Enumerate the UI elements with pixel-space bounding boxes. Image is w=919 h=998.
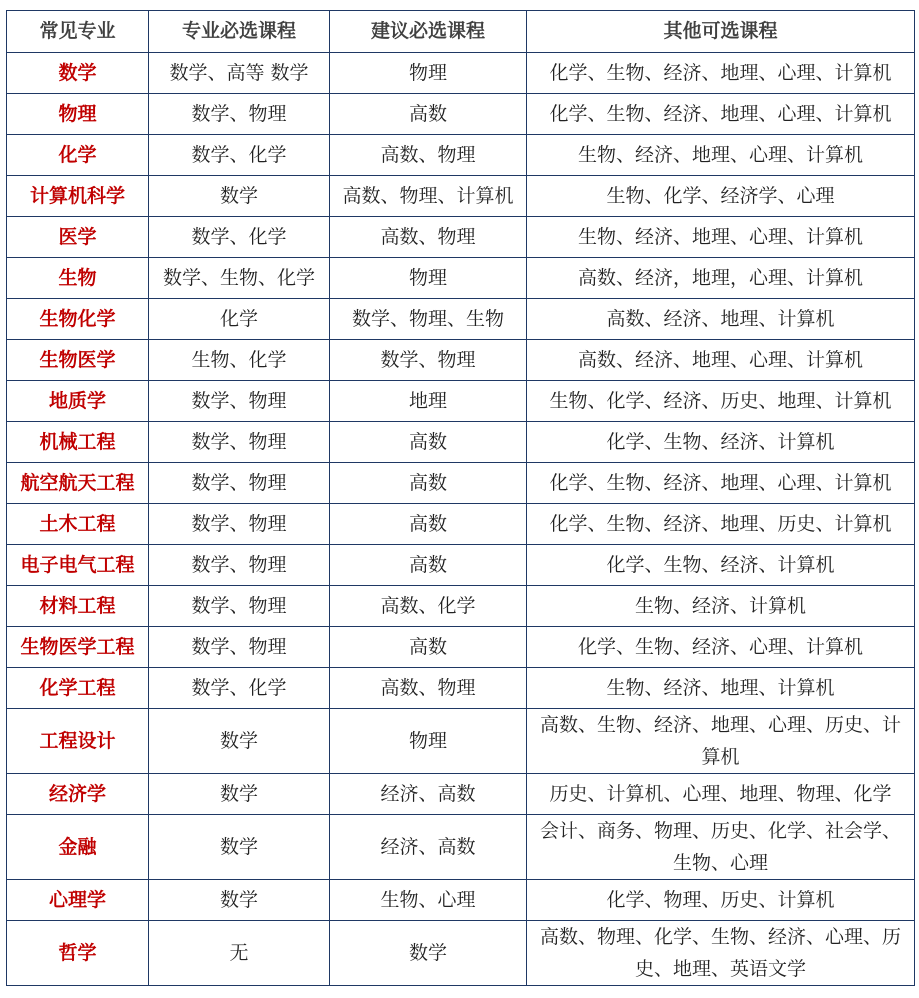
table-row	[7, 381, 915, 422]
optional-cell: 化学、生物、经济、心理、计算机	[527, 627, 915, 668]
major-cell: 电子电气工程	[7, 545, 149, 586]
major-cell: 生物医学	[7, 340, 149, 381]
recommended-cell: 物理	[330, 258, 527, 299]
required-cell: 数学	[149, 709, 330, 774]
major-cell: 数学	[7, 53, 149, 94]
table-row	[7, 627, 915, 668]
recommended-cell: 地理	[330, 381, 527, 422]
required-cell: 数学	[149, 774, 330, 815]
table-row	[7, 53, 915, 94]
table-row	[7, 545, 915, 586]
optional-cell: 化学、生物、经济、地理、心理、计算机	[527, 53, 915, 94]
major-cell: 化学	[7, 135, 149, 176]
major-cell: 生物医学工程	[7, 627, 149, 668]
header-optional: 其他可选课程	[527, 11, 915, 53]
recommended-cell: 物理	[330, 53, 527, 94]
table-row	[7, 880, 915, 921]
table-row	[7, 340, 915, 381]
optional-cell: 化学、生物、经济、计算机	[527, 545, 915, 586]
table-row	[7, 135, 915, 176]
major-cell: 物理	[7, 94, 149, 135]
optional-cell: 高数、物理、化学、生物、经济、心理、历史、地理、英语文学	[527, 921, 915, 986]
optional-cell: 化学、生物、经济、地理、心理、计算机	[527, 463, 915, 504]
optional-cell: 生物、经济、地理、计算机	[527, 668, 915, 709]
required-cell: 数学、物理	[149, 504, 330, 545]
recommended-cell: 高数	[330, 504, 527, 545]
optional-cell: 生物、化学、经济、历史、地理、计算机	[527, 381, 915, 422]
table-row	[7, 815, 915, 880]
table-row	[7, 921, 915, 986]
table-row	[7, 709, 915, 774]
required-cell: 数学	[149, 880, 330, 921]
header-recommended: 建议必选课程	[330, 11, 527, 53]
required-cell: 数学、物理	[149, 463, 330, 504]
optional-cell: 化学、生物、经济、地理、历史、计算机	[527, 504, 915, 545]
recommended-cell: 高数、物理	[330, 217, 527, 258]
required-cell: 化学	[149, 299, 330, 340]
optional-cell: 会计、商务、物理、历史、化学、社会学、生物、心理	[527, 815, 915, 880]
course-table	[6, 10, 915, 986]
major-cell: 土木工程	[7, 504, 149, 545]
recommended-cell: 高数、物理	[330, 668, 527, 709]
table-row	[7, 586, 915, 627]
table-row	[7, 774, 915, 815]
major-cell: 地质学	[7, 381, 149, 422]
major-cell: 心理学	[7, 880, 149, 921]
required-cell: 数学、物理	[149, 545, 330, 586]
required-cell: 数学、化学	[149, 668, 330, 709]
major-cell: 医学	[7, 217, 149, 258]
major-cell: 航空航天工程	[7, 463, 149, 504]
table-row	[7, 94, 915, 135]
required-cell: 数学、生物、化学	[149, 258, 330, 299]
table-wrapper	[6, 10, 915, 986]
recommended-cell: 高数、物理、计算机	[330, 176, 527, 217]
required-cell: 数学	[149, 815, 330, 880]
optional-cell: 化学、生物、经济、计算机	[527, 422, 915, 463]
recommended-cell: 数学	[330, 921, 527, 986]
required-cell: 数学、物理	[149, 381, 330, 422]
recommended-cell: 数学、物理	[330, 340, 527, 381]
required-cell: 数学、物理	[149, 586, 330, 627]
recommended-cell: 高数、物理	[330, 135, 527, 176]
optional-cell: 生物、经济、地理、心理、计算机	[527, 217, 915, 258]
optional-cell: 生物、经济、计算机	[527, 586, 915, 627]
recommended-cell: 高数	[330, 463, 527, 504]
optional-cell: 高数、经济、地理、计算机	[527, 299, 915, 340]
required-cell: 数学、物理	[149, 422, 330, 463]
recommended-cell: 高数	[330, 545, 527, 586]
table-row	[7, 668, 915, 709]
recommended-cell: 数学、物理、生物	[330, 299, 527, 340]
recommended-cell: 高数	[330, 94, 527, 135]
table-row	[7, 422, 915, 463]
optional-cell: 高数、经济，地理，心理、计算机	[527, 258, 915, 299]
table-row	[7, 504, 915, 545]
optional-cell: 生物、化学、经济学、心理	[527, 176, 915, 217]
header-major: 常见专业	[7, 11, 149, 53]
header-required: 专业必选课程	[149, 11, 330, 53]
optional-cell: 高数、生物、经济、地理、心理、历史、计算机	[527, 709, 915, 774]
required-cell: 数学	[149, 176, 330, 217]
recommended-cell: 高数、化学	[330, 586, 527, 627]
major-cell: 哲学	[7, 921, 149, 986]
table-row	[7, 299, 915, 340]
optional-cell: 高数、经济、地理、心理、计算机	[527, 340, 915, 381]
optional-cell: 化学、生物、经济、地理、心理、计算机	[527, 94, 915, 135]
recommended-cell: 物理	[330, 709, 527, 774]
major-cell: 金融	[7, 815, 149, 880]
major-cell: 生物	[7, 258, 149, 299]
required-cell: 数学、化学	[149, 217, 330, 258]
header-row	[7, 11, 915, 53]
required-cell: 数学、高等 数学	[149, 53, 330, 94]
major-cell: 机械工程	[7, 422, 149, 463]
major-cell: 生物化学	[7, 299, 149, 340]
recommended-cell: 高数	[330, 422, 527, 463]
recommended-cell: 生物、心理	[330, 880, 527, 921]
optional-cell: 生物、经济、地理、心理、计算机	[527, 135, 915, 176]
recommended-cell: 高数	[330, 627, 527, 668]
table-row	[7, 463, 915, 504]
required-cell: 数学、化学	[149, 135, 330, 176]
major-cell: 经济学	[7, 774, 149, 815]
required-cell: 生物、化学	[149, 340, 330, 381]
required-cell: 数学、物理	[149, 627, 330, 668]
recommended-cell: 经济、高数	[330, 774, 527, 815]
optional-cell: 历史、计算机、心理、地理、物理、化学	[527, 774, 915, 815]
required-cell: 数学、物理	[149, 94, 330, 135]
table-row	[7, 176, 915, 217]
major-cell: 工程设计	[7, 709, 149, 774]
optional-cell: 化学、物理、历史、计算机	[527, 880, 915, 921]
table-row	[7, 217, 915, 258]
major-cell: 化学工程	[7, 668, 149, 709]
major-cell: 计算机科学	[7, 176, 149, 217]
table-row	[7, 258, 915, 299]
recommended-cell: 经济、高数	[330, 815, 527, 880]
required-cell: 无	[149, 921, 330, 986]
major-cell: 材料工程	[7, 586, 149, 627]
